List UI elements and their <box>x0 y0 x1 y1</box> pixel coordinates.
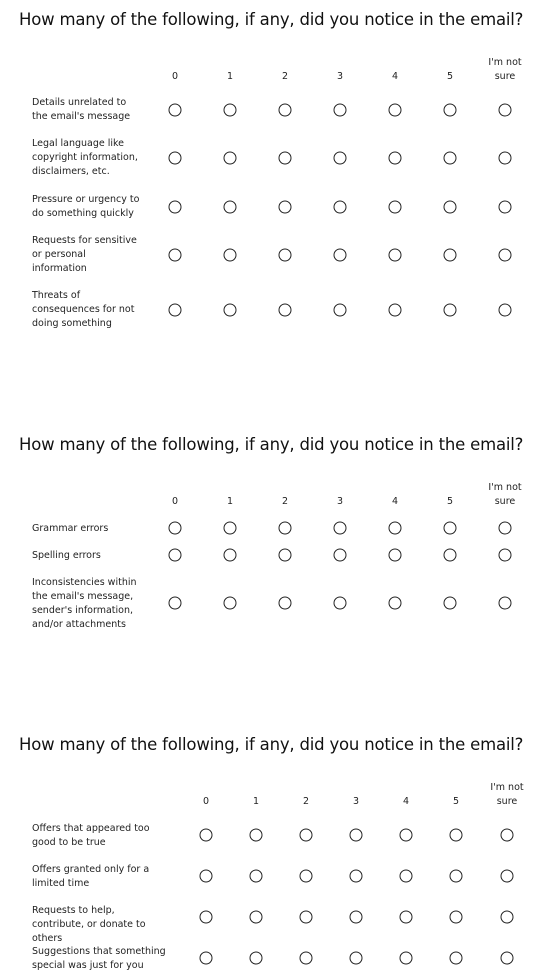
radio-option-4[interactable] <box>400 952 413 965</box>
radio-option-3[interactable] <box>350 829 363 842</box>
radio-option-3[interactable] <box>350 952 363 965</box>
radio-option-not-sure[interactable] <box>499 597 512 610</box>
radio-option-1[interactable] <box>224 304 237 317</box>
radio-option-not-sure[interactable] <box>501 952 514 965</box>
radio-option-0[interactable] <box>169 201 182 214</box>
radio-option-2[interactable] <box>300 911 313 924</box>
radio-option-0[interactable] <box>169 249 182 262</box>
row-label: Details unrelated to the email's message <box>32 97 131 122</box>
radio-option-0[interactable] <box>200 829 213 842</box>
radio-option-4[interactable] <box>389 304 402 317</box>
row-label: Spelling errors <box>32 550 101 561</box>
radio-option-5[interactable] <box>444 522 457 535</box>
radio-option-4[interactable] <box>389 152 402 165</box>
radio-option-1[interactable] <box>250 829 263 842</box>
radio-option-1[interactable] <box>250 870 263 883</box>
radio-option-5[interactable] <box>450 870 463 883</box>
radio-option-2[interactable] <box>279 104 292 117</box>
radio-option-5[interactable] <box>444 597 457 610</box>
radio-option-0[interactable] <box>200 952 213 965</box>
radio-option-0[interactable] <box>200 870 213 883</box>
radio-option-1[interactable] <box>224 152 237 165</box>
question-block-2 <box>0 435 552 645</box>
row-label: Legal language like copyright information, disclaimers, etc. <box>32 138 138 177</box>
row-label: Offers that appeared too good to be true <box>32 823 150 848</box>
radio-option-2[interactable] <box>279 597 292 610</box>
radio-option-3[interactable] <box>334 201 347 214</box>
radio-option-5[interactable] <box>444 304 457 317</box>
radio-option-5[interactable] <box>450 952 463 965</box>
column-header-1: 1 <box>226 496 234 507</box>
column-header-not-sure: I'm not sure <box>488 57 522 82</box>
row-label: Grammar errors <box>32 523 109 534</box>
row-label: Inconsistencies within the email's message, sender's information, and/or attachments <box>32 577 137 630</box>
radio-option-not-sure[interactable] <box>499 249 512 262</box>
radio-option-2[interactable] <box>279 304 292 317</box>
radio-option-4[interactable] <box>389 104 402 117</box>
column-header-4: 4 <box>391 71 399 82</box>
radio-option-1[interactable] <box>224 549 237 562</box>
radio-option-not-sure[interactable] <box>499 201 512 214</box>
radio-option-1[interactable] <box>224 522 237 535</box>
radio-option-3[interactable] <box>334 304 347 317</box>
radio-option-not-sure[interactable] <box>499 304 512 317</box>
column-header-4: 4 <box>391 496 399 507</box>
radio-option-5[interactable] <box>444 152 457 165</box>
radio-option-5[interactable] <box>444 201 457 214</box>
question-title: How many of the following, if any, did you notice in the email? <box>19 10 524 29</box>
radio-option-2[interactable] <box>279 201 292 214</box>
radio-option-1[interactable] <box>250 911 263 924</box>
radio-option-2[interactable] <box>279 152 292 165</box>
column-header-2: 2 <box>281 71 289 82</box>
radio-option-4[interactable] <box>389 201 402 214</box>
radio-option-3[interactable] <box>334 249 347 262</box>
radio-option-4[interactable] <box>389 549 402 562</box>
column-header-5: 5 <box>446 496 454 507</box>
radio-option-5[interactable] <box>450 829 463 842</box>
column-header-0: 0 <box>202 796 210 807</box>
radio-option-2[interactable] <box>300 952 313 965</box>
radio-option-1[interactable] <box>224 201 237 214</box>
radio-option-4[interactable] <box>400 829 413 842</box>
radio-option-0[interactable] <box>169 597 182 610</box>
radio-option-4[interactable] <box>400 870 413 883</box>
row-label: Requests to help, contribute, or donate to others <box>32 905 146 944</box>
row-label: Suggestions that something special was just for you <box>32 946 166 971</box>
radio-option-2[interactable] <box>279 549 292 562</box>
radio-option-5[interactable] <box>444 104 457 117</box>
radio-option-0[interactable] <box>169 522 182 535</box>
column-header-1: 1 <box>226 71 234 82</box>
row-label: Requests for sensitive or personal information <box>32 235 137 274</box>
column-header-0: 0 <box>171 71 179 82</box>
radio-option-3[interactable] <box>350 911 363 924</box>
radio-option-not-sure[interactable] <box>501 870 514 883</box>
column-header-not-sure: I'm not sure <box>488 482 522 507</box>
radio-option-5[interactable] <box>444 249 457 262</box>
radio-option-0[interactable] <box>169 304 182 317</box>
radio-option-not-sure[interactable] <box>499 522 512 535</box>
column-header-5: 5 <box>446 71 454 82</box>
column-header-5: 5 <box>452 796 460 807</box>
radio-option-5[interactable] <box>450 911 463 924</box>
column-header-3: 3 <box>336 71 344 82</box>
radio-option-3[interactable] <box>350 870 363 883</box>
radio-option-5[interactable] <box>444 549 457 562</box>
radio-option-0[interactable] <box>169 152 182 165</box>
radio-option-3[interactable] <box>334 152 347 165</box>
radio-option-4[interactable] <box>389 249 402 262</box>
row-label: Offers granted only for a limited time <box>32 864 150 889</box>
column-header-3: 3 <box>336 496 344 507</box>
column-header-not-sure: I'm not sure <box>490 782 524 807</box>
radio-option-0[interactable] <box>200 911 213 924</box>
radio-option-1[interactable] <box>224 104 237 117</box>
column-header-2: 2 <box>302 796 310 807</box>
row-label: Pressure or urgency to do something quickly <box>32 194 140 219</box>
column-header-4: 4 <box>402 796 410 807</box>
column-header-2: 2 <box>281 496 289 507</box>
question-block-1 <box>0 10 552 350</box>
radio-option-3[interactable] <box>334 104 347 117</box>
radio-option-not-sure[interactable] <box>499 549 512 562</box>
radio-option-2[interactable] <box>279 522 292 535</box>
radio-option-4[interactable] <box>389 597 402 610</box>
column-header-3: 3 <box>352 796 360 807</box>
radio-option-4[interactable] <box>389 522 402 535</box>
radio-option-2[interactable] <box>300 829 313 842</box>
radio-option-3[interactable] <box>334 549 347 562</box>
question-title: How many of the following, if any, did you notice in the email? <box>19 735 524 754</box>
radio-option-not-sure[interactable] <box>501 911 514 924</box>
radio-option-2[interactable] <box>279 249 292 262</box>
radio-option-1[interactable] <box>224 597 237 610</box>
question-block-3 <box>0 735 552 980</box>
radio-option-0[interactable] <box>169 104 182 117</box>
radio-option-not-sure[interactable] <box>499 152 512 165</box>
radio-option-2[interactable] <box>300 870 313 883</box>
column-header-0: 0 <box>171 496 179 507</box>
radio-option-0[interactable] <box>169 549 182 562</box>
radio-option-3[interactable] <box>334 597 347 610</box>
radio-option-3[interactable] <box>334 522 347 535</box>
radio-option-1[interactable] <box>250 952 263 965</box>
column-header-1: 1 <box>252 796 260 807</box>
radio-option-not-sure[interactable] <box>501 829 514 842</box>
radio-option-not-sure[interactable] <box>499 104 512 117</box>
radio-option-1[interactable] <box>224 249 237 262</box>
radio-option-4[interactable] <box>400 911 413 924</box>
question-title: How many of the following, if any, did you notice in the email? <box>19 435 524 454</box>
row-label: Threats of consequences for not doing something <box>32 290 135 329</box>
